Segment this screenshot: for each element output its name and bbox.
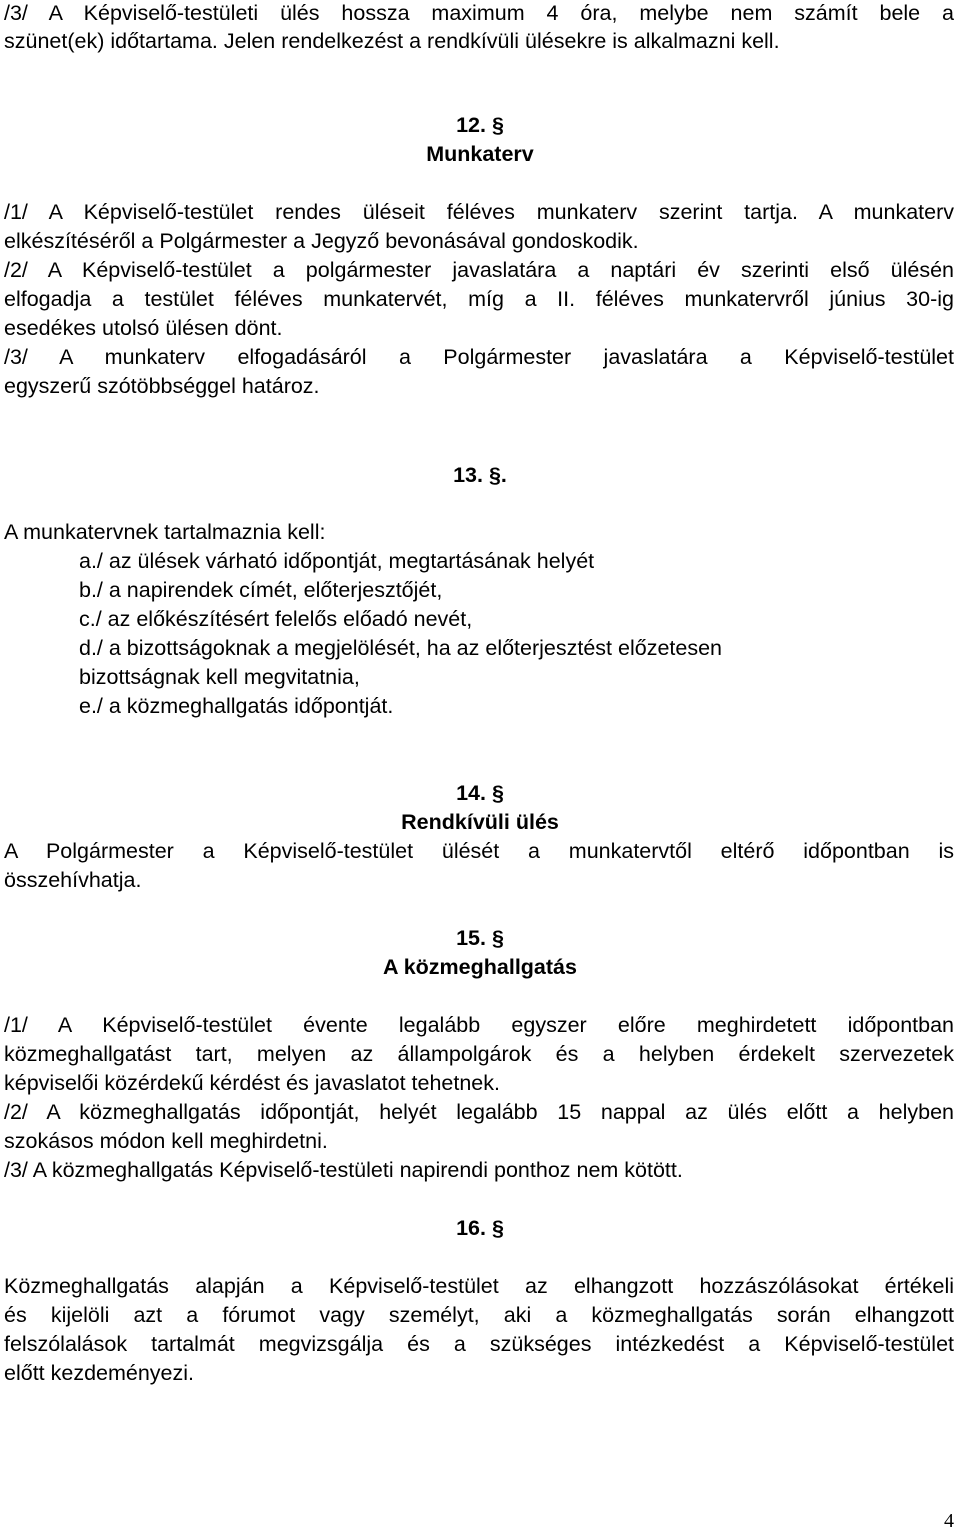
paragraph-line: /3/ A közmeghallgatás Képviselő-testületi napirendi ponthoz nem kötött. bbox=[4, 1158, 683, 1182]
paragraph-line: felszólalások tartalmát megvizsgálja és a szükséges intézkedést a Képviselő-testület bbox=[4, 1332, 954, 1356]
paragraph-line: /1/ A Képviselő-testület évente legalább egyszer előre meghirdetett időpontban bbox=[4, 1013, 954, 1037]
paragraph-line: elfogadja a testület féléves munkatervét, míg a II. féléves munkatervről június 30-ig bbox=[4, 287, 954, 311]
list-item: a./ az ülések várható időpontját, megtartásának helyét bbox=[79, 549, 595, 573]
paragraph-line: szokásos módon kell meghirdetni. bbox=[4, 1129, 328, 1153]
list-item: e./ a közmeghallgatás időpontját. bbox=[79, 694, 394, 718]
paragraph-line: Közmeghallgatás alapján a Képviselő-testület az elhangzott hozzászólásokat értékeli bbox=[4, 1274, 954, 1298]
section-title: Munkaterv bbox=[426, 142, 534, 166]
list-item: d./ a bizottságoknak a megjelölését, ha az előterjesztést előzetesen bbox=[79, 636, 722, 660]
section-title: A közmeghallgatás bbox=[383, 955, 577, 979]
paragraph-line: /2/ A közmeghallgatás időpontját, helyét legalább 15 nappal az ülés előtt a helyben bbox=[4, 1100, 954, 1124]
paragraph-line: /2/ A Képviselő-testület a polgármester javaslatára a naptári év szerinti első ülésén bbox=[4, 258, 954, 282]
paragraph-line: /3/ A Képviselő-testületi ülés hossza maximum 4 óra, melybe nem számít bele a bbox=[4, 1, 954, 25]
section-number: 13. §. bbox=[453, 463, 507, 487]
paragraph-line: képviselői közérdekű kérdést és javaslatot tehetnek. bbox=[4, 1071, 500, 1095]
paragraph-line: esedékes utolsó ülésen dönt. bbox=[4, 316, 283, 340]
paragraph-line: közmeghallgatást tart, melyen az állampolgárok és a helyben érdekelt szervezetek bbox=[4, 1042, 954, 1066]
paragraph-line: előtt kezdeményezi. bbox=[4, 1361, 195, 1385]
section-number: 12. § bbox=[456, 113, 504, 137]
section-number: 16. § bbox=[456, 1216, 504, 1240]
list-item: c./ az előkészítésért felelős előadó nevét, bbox=[79, 607, 473, 631]
paragraph-line: egyszerű szótöbbséggel határoz. bbox=[4, 374, 320, 398]
paragraph-line: /3/ A munkaterv elfogadásáról a Polgármester javaslatára a Képviselő-testület bbox=[4, 345, 954, 369]
paragraph-line: és kijelöli azt a fórumot vagy személyt, aki a közmeghallgatás során elhangzott bbox=[4, 1303, 954, 1327]
list-intro: A munkatervnek tartalmaznia kell: bbox=[4, 520, 326, 544]
paragraph-line: /1/ A Képviselő-testület rendes üléseit féléves munkaterv szerint tartja. A munkaterv bbox=[4, 200, 954, 224]
section-title: Rendkívüli ülés bbox=[401, 810, 559, 834]
section-number: 14. § bbox=[456, 781, 504, 805]
paragraph-line: A Polgármester a Képviselő-testület ülését a munkatervtől eltérő időpontban is bbox=[4, 839, 954, 863]
list-item: b./ a napirendek címét, előterjesztőjét, bbox=[79, 578, 443, 602]
paragraph-line: szünet(ek) időtartama. Jelen rendelkezést a rendkívüli ülésekre is alkalmazni kell. bbox=[4, 29, 780, 53]
page-number: 4 bbox=[944, 1510, 954, 1532]
list-item: bizottságnak kell megvitatnia, bbox=[79, 665, 360, 689]
paragraph-line: elkészítéséről a Polgármester a Jegyző bevonásával gondoskodik. bbox=[4, 229, 639, 253]
section-number: 15. § bbox=[456, 926, 504, 950]
paragraph-line: összehívhatja. bbox=[4, 868, 142, 892]
